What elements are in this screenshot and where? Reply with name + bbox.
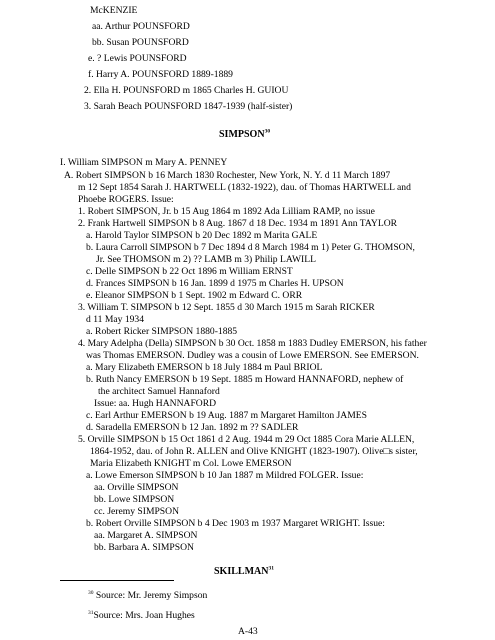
text-line: Jr. See THOMSON m 2) ?? LAMB m 3) Philip LAWILL bbox=[96, 254, 316, 265]
text-line: Maria Elizabeth KNIGHT m Col. Lowe EMERSON bbox=[90, 458, 292, 469]
text-line: McKENZIE bbox=[90, 5, 138, 16]
text-line: 1864-1952, dau. of John R. ALLEN and Olive KNIGHT (1823-1907). Olive□s sister, bbox=[90, 446, 418, 457]
text-line: was Thomas EMERSON. Dudley was a cousin of Lowe EMERSON. See EMERSON. bbox=[86, 350, 419, 361]
text-line: Issue: aa. Hugh HANNAFORD bbox=[94, 398, 217, 409]
text-line: b. Ruth Nancy EMERSON b 19 Sept. 1885 m Howard HANNAFORD, nephew of bbox=[86, 374, 404, 385]
section-heading-simpson bbox=[219, 129, 270, 140]
text-line: Phoebe ROGERS. Issue: bbox=[78, 194, 174, 205]
footnote-ref: 31 bbox=[268, 565, 274, 572]
footnote-31 bbox=[88, 610, 195, 621]
text-line: bb. Lowe SIMPSON bbox=[94, 494, 175, 505]
page-number: A-43 bbox=[238, 626, 258, 637]
text-line: a. Lowe Emerson SIMPSON b 10 Jan 1887 m Mildred FOLGER. Issue: bbox=[86, 470, 364, 481]
text-line: c. Delle SIMPSON b 22 Oct 1896 m William ERNST bbox=[86, 266, 293, 277]
text-line: a. Robert Ricker SIMPSON 1880-1885 bbox=[86, 326, 238, 337]
text-line: aa. Arthur POUNSFORD bbox=[92, 21, 190, 32]
text-line: bb. Barbara A. SIMPSON bbox=[94, 542, 194, 553]
footnote-ref: 30 bbox=[264, 128, 271, 135]
text-line: b. Laura Carroll SIMPSON b 7 Dec 1894 d 8 March 1984 m 1) Peter G. THOMSON, bbox=[86, 242, 415, 253]
text-line: e. ? Lewis POUNSFORD bbox=[88, 53, 187, 64]
text-line: d. Frances SIMPSON b 16 Jan. 1899 d 1975 m Charles H. UPSON bbox=[86, 278, 344, 289]
text-line: d. Saradella EMERSON b 12 Jan. 1892 m ?? SADLER bbox=[86, 422, 299, 433]
text-line: d 11 May 1934 bbox=[86, 314, 145, 325]
text-line: the architect Samuel Hannaford bbox=[98, 386, 220, 397]
text-line: 1. Robert SIMPSON, Jr. b 15 Aug 1864 m 1892 Ada Lilliam RAMP, no issue bbox=[78, 206, 375, 217]
text-line: a. Harold Taylor SIMPSON b 20 Dec 1892 m Marita GALE bbox=[86, 230, 318, 241]
text-line: 3. William T. SIMPSON b 12 Sept. 1855 d 30 March 1915 m Sarah RICKER bbox=[78, 302, 375, 313]
text-line: f. Harry A. POUNSFORD 1889-1889 bbox=[88, 69, 233, 80]
heading-text: SKILLMAN bbox=[214, 566, 269, 577]
text-line: I. William SIMPSON m Mary A. PENNEY bbox=[60, 157, 228, 168]
text-line: A. Robert SIMPSON b 16 March 1830 Rochester, New York, N. Y. d 11 March 1897 bbox=[64, 170, 391, 181]
text-line: 4. Mary Adelpha (Della) SIMPSON b 30 Oct. 1858 m 1883 Dudley EMERSON, his father bbox=[78, 338, 427, 349]
text-line: aa. Margaret A. SIMPSON bbox=[94, 530, 198, 541]
footnote-text: Source: Mr. Jeremy Simpson bbox=[95, 590, 208, 601]
text-line: 2. Frank Hartwell SIMPSON b 8 Aug. 1867 d 18 Dec. 1934 m 1891 Ann TAYLOR bbox=[78, 218, 398, 229]
text-line: c. Earl Arthur EMERSON b 19 Aug. 1887 m Margaret Hamilton JAMES bbox=[86, 410, 367, 421]
text-line: bb. Susan POUNSFORD bbox=[92, 37, 189, 48]
text-line: m 12 Sept 1854 Sarah J. HARTWELL (1832-1922), dau. of Thomas HARTWELL and bbox=[78, 182, 411, 193]
text-line: 2. Ella H. POUNSFORD m 1865 Charles H. GUIOU bbox=[84, 85, 289, 96]
text-line: 5. Orville SIMPSON b 15 Oct 1861 d 2 Aug. 1944 m 29 Oct 1885 Cora Marie ALLEN, bbox=[78, 434, 415, 445]
text-line: b. Robert Orville SIMPSON b 4 Dec 1903 m 1937 Margaret WRIGHT. Issue: bbox=[86, 518, 385, 529]
section-heading-skillman bbox=[214, 566, 274, 577]
footnote-number: 31 bbox=[88, 609, 94, 616]
text-line: e. Eleanor SIMPSON b 1 Sept. 1902 m Edward C. ORR bbox=[86, 290, 303, 301]
text-line: 3. Sarah Beach POUNSFORD 1847-1939 (half-sister) bbox=[84, 101, 293, 112]
text-line: aa. Orville SIMPSON bbox=[94, 482, 179, 493]
footnote-number: 30 bbox=[88, 589, 94, 596]
heading-text: SIMPSON bbox=[219, 129, 265, 140]
footnote-divider bbox=[60, 580, 174, 581]
text-line: a. Mary Elizabeth EMERSON b 18 July 1884 m Paul BRIOL bbox=[86, 362, 323, 373]
text-line: cc. Jeremy SIMPSON bbox=[94, 506, 180, 517]
footnote-text: Source: Mrs. Joan Hughes bbox=[93, 610, 195, 621]
footnote-30 bbox=[88, 590, 207, 601]
